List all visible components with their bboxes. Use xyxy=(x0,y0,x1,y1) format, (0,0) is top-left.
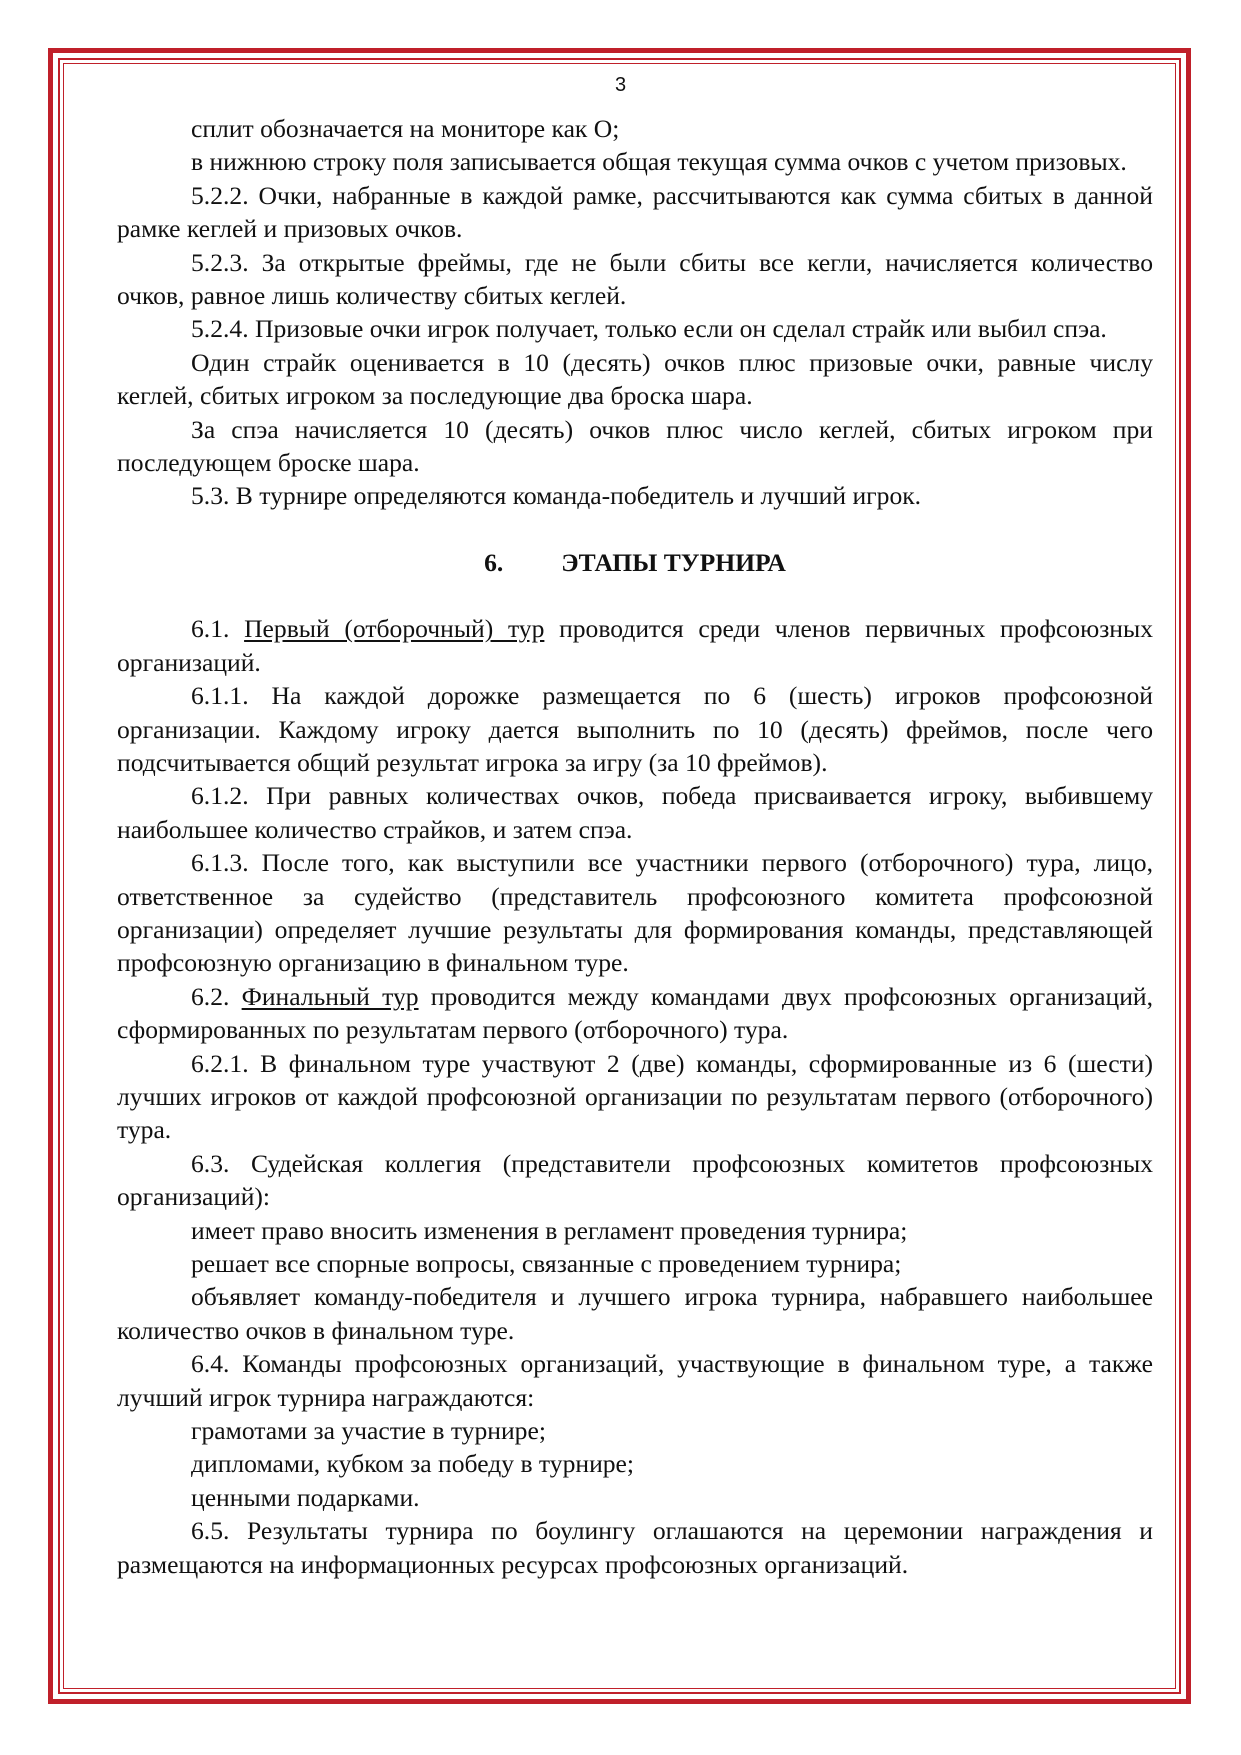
paragraph: За спэа начисляется 10 (десять) очков плюс число кеглей, сбитых игроком при последующем броске шара. xyxy=(117,414,1153,478)
clause-number: 6.2. xyxy=(191,981,242,1011)
paragraph: 6.1.3. После того, как выступили все участники первого (отборочного) тура, лицо, ответственное за судейство (представитель профсоюзного комитета профсоюзной организации) определяет лучшие результаты для формирования команды, представляющей профсоюзную организацию в финальном туре. xyxy=(117,848,1153,978)
paragraph-6-2 xyxy=(117,980,1153,1047)
paragraph: 6.4. Команды профсоюзных организаций, участвующие в финальном туре, а также лучший игрок турнира награждаются: xyxy=(117,1349,1153,1412)
paragraph: 6.2.1. В финальном туре участвуют 2 (две) команды, сформированные из 6 (шести) лучших игроков от каждой профсоюзной организации по результатам первого (отборочного) тура. xyxy=(117,1048,1153,1145)
list-item: объявляет команду-победителя и лучшего игрока турнира, набравшего наибольшее количество очков в финальном туре. xyxy=(117,1282,1153,1345)
paragraph: 6.1.1. На каждой дорожке размещается по 6 (шесть) игроков профсоюзной организации. Каждому игроку дается выполнить по 10 (десять) фреймов, после чего подсчитывается общий результат игрока за игру (за 10 фреймов). xyxy=(117,681,1153,777)
paragraph: Один страйк оценивается в 10 (десять) очков плюс призовые очки, равные числу кеглей, сбитых игроком за последующие два броска шара. xyxy=(117,347,1153,411)
section-title: ЭТАПЫ ТУРНИРА xyxy=(561,547,786,577)
list-item: дипломами, кубком за победу в турнире; xyxy=(191,1449,635,1479)
paragraph: сплит обозначается на мониторе как O; xyxy=(191,114,620,143)
paragraph: 5.3. В турнире определяются команда-победитель и лучший игрок. xyxy=(191,481,922,511)
page-number: 3 xyxy=(614,74,627,96)
list-item: грамотами за участие в турнире; xyxy=(191,1416,546,1446)
paragraph: 5.2.2. Очки, набранные в каждой рамке, рассчитываются как сумма сбитых в данной рамке кеглей и призовых очков. xyxy=(117,180,1153,244)
list-item: имеет право вносить изменения в регламент проведения турнира; xyxy=(191,1215,908,1245)
section-number: 6. xyxy=(484,547,504,577)
paragraph-6-1 xyxy=(117,612,1153,679)
paragraph: 6.1.2. При равных количествах очков, победа присваивается игроку, выбившему наибольшее количество страйков, и затем спэа. xyxy=(117,781,1153,844)
clause-number: 6.1. xyxy=(191,614,245,644)
document-body xyxy=(117,112,1153,1677)
paragraph: 5.2.4. Призовые очки игрок получает, только если он сделал страйк или выбил спэа. xyxy=(191,314,1107,344)
clause-text: проводится среди членов первичных профсоюзных организаций. xyxy=(117,614,1153,677)
paragraph: 6.5. Результаты турнира по боулингу оглашаются на церемонии награждения и размещаются на информационных ресурсах профсоюзных организаций. xyxy=(117,1516,1153,1579)
paragraph: в нижнюю строку поля записывается общая текущая сумма очков с учетом призовых. xyxy=(191,147,1127,177)
underlined-term: Первый (отборочный) тур xyxy=(244,614,545,644)
list-item: решает все спорные вопросы, связанные с проведением турнира; xyxy=(191,1249,902,1278)
underlined-term: Финальный тур xyxy=(241,981,419,1011)
paragraph: 6.3. Судейская коллегия (представители профсоюзных комитетов профсоюзных организаций): xyxy=(117,1148,1153,1212)
list-item: ценными подарками. xyxy=(191,1482,420,1512)
section-heading xyxy=(117,546,1153,579)
paragraph: 5.2.3. За открытые фреймы, где не были сбиты все кегли, начисляется количество очков, равное лишь количеству сбитых кеглей. xyxy=(117,247,1153,311)
clause-text: проводится между командами двух профсоюзных организаций, сформированных по результатам первого (отборочного) тура. xyxy=(117,981,1153,1045)
